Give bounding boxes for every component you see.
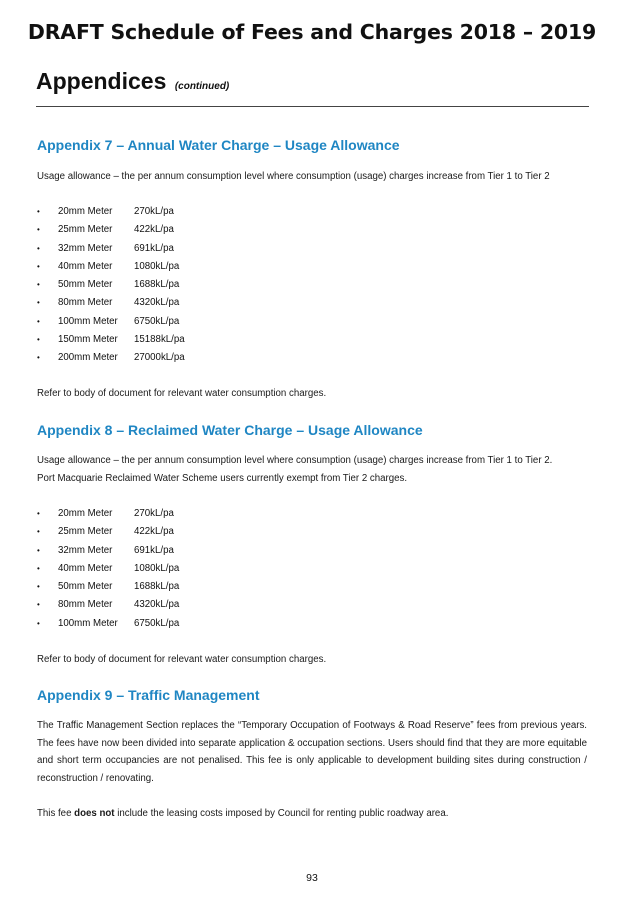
- bullet-icon: •: [37, 582, 40, 592]
- appendix-9-note-prefix: This fee: [37, 808, 75, 819]
- appendix-8-footer: Refer to body of document for relevant water consumption charges.: [37, 654, 327, 665]
- appendix-9-title: Appendix 9 – Traffic Management: [37, 687, 260, 703]
- meter-size: 200mm Meter: [58, 352, 118, 364]
- usage-allowance: 422kL/pa: [134, 526, 174, 538]
- bullet-icon: •: [37, 353, 40, 363]
- usage-allowance: 691kL/pa: [134, 544, 174, 556]
- bullet-icon: •: [37, 298, 40, 308]
- bullet-icon: •: [37, 243, 40, 253]
- usage-allowance: 4320kL/pa: [134, 297, 180, 309]
- bullet-icon: •: [37, 261, 40, 271]
- appendix-8-intro-line1: Usage allowance – the per annum consumption level where consumption (usage) charges increase from Tier 1 to Tier 2.: [37, 455, 553, 466]
- meter-size: 20mm Meter: [58, 508, 113, 519]
- bullet-icon: •: [37, 225, 40, 235]
- meter-size: 32mm Meter: [58, 242, 113, 254]
- heading-divider: [36, 106, 589, 107]
- usage-allowance: 1080kL/pa: [134, 562, 180, 574]
- bullet-icon: •: [37, 335, 40, 345]
- usage-allowance: 1080kL/pa: [134, 260, 180, 272]
- meter-size: 100mm Meter: [58, 315, 118, 327]
- bullet-icon: •: [37, 618, 40, 628]
- meter-size: 80mm Meter: [58, 599, 113, 611]
- appendices-heading-text: Appendices: [36, 68, 167, 94]
- meter-size: 40mm Meter: [58, 260, 113, 272]
- usage-allowance: 6750kL/pa: [134, 315, 180, 327]
- meter-size: 150mm Meter: [58, 334, 118, 346]
- meter-size: 100mm Meter: [58, 617, 118, 629]
- appendices-heading: [36, 68, 229, 95]
- bullet-icon: •: [37, 316, 40, 326]
- meter-size: 80mm Meter: [58, 297, 113, 309]
- usage-allowance: 6750kL/pa: [134, 617, 180, 629]
- meter-size: 40mm Meter: [58, 562, 113, 574]
- appendix-9-note-suffix: include the leasing costs imposed by Council for renting public roadway area.: [114, 808, 449, 819]
- appendix-7-footer: Refer to body of document for relevant water consumption charges.: [37, 388, 327, 399]
- usage-allowance: 1688kL/pa: [134, 279, 180, 291]
- usage-allowance: 422kL/pa: [134, 224, 174, 236]
- bullet-icon: •: [37, 509, 40, 518]
- usage-allowance: 27000kL/pa: [134, 352, 185, 364]
- usage-allowance: 4320kL/pa: [134, 599, 180, 611]
- bullet-icon: •: [37, 527, 40, 537]
- usage-allowance: 270kL/pa: [134, 508, 174, 519]
- document-title: DRAFT Schedule of Fees and Charges 2018 – 2019: [27, 20, 597, 44]
- bullet-icon: •: [37, 563, 40, 573]
- appendix-8-title: Appendix 8 – Reclaimed Water Charge – Usage Allowance: [37, 422, 423, 438]
- meter-size: 25mm Meter: [58, 224, 113, 236]
- bullet-icon: •: [37, 545, 40, 555]
- bullet-icon: •: [37, 280, 40, 290]
- meter-size: 20mm Meter: [58, 206, 113, 217]
- appendices-continued-label: (continued): [174, 81, 230, 92]
- bullet-icon: •: [37, 207, 40, 216]
- page-number: 93: [306, 872, 318, 884]
- appendix-8-intro-line2: Port Macquarie Reclaimed Water Scheme users currently exempt from Tier 2 charges.: [37, 472, 408, 484]
- usage-allowance: 691kL/pa: [134, 242, 174, 254]
- appendix-7-intro: Usage allowance – the per annum consumption level where consumption (usage) charges increase from Tier 1 to Tier 2: [37, 171, 550, 182]
- appendix-9-note: [37, 805, 587, 823]
- appendix-9-note-emphasis: does not: [74, 808, 115, 819]
- usage-allowance: 1688kL/pa: [134, 581, 180, 593]
- meter-size: 32mm Meter: [58, 544, 113, 556]
- appendix-9-body: The Traffic Management Section replaces the “Temporary Occupation of Footways & Road Reserve” fees from previous years. The fees have now been divided into separate application & occupation sections. Users should find that they are more equitable and short term occupancies are not penalised. This fee is only applicable to development building sites during construction / reconstruction / renovating.: [37, 720, 587, 784]
- appendix-7-title: Appendix 7 – Annual Water Charge – Usage Allowance: [37, 137, 400, 153]
- usage-allowance: 15188kL/pa: [134, 334, 185, 346]
- usage-allowance: 270kL/pa: [134, 206, 174, 217]
- meter-size: 25mm Meter: [58, 526, 113, 538]
- bullet-icon: •: [37, 600, 40, 610]
- meter-size: 50mm Meter: [58, 279, 113, 291]
- meter-size: 50mm Meter: [58, 581, 113, 593]
